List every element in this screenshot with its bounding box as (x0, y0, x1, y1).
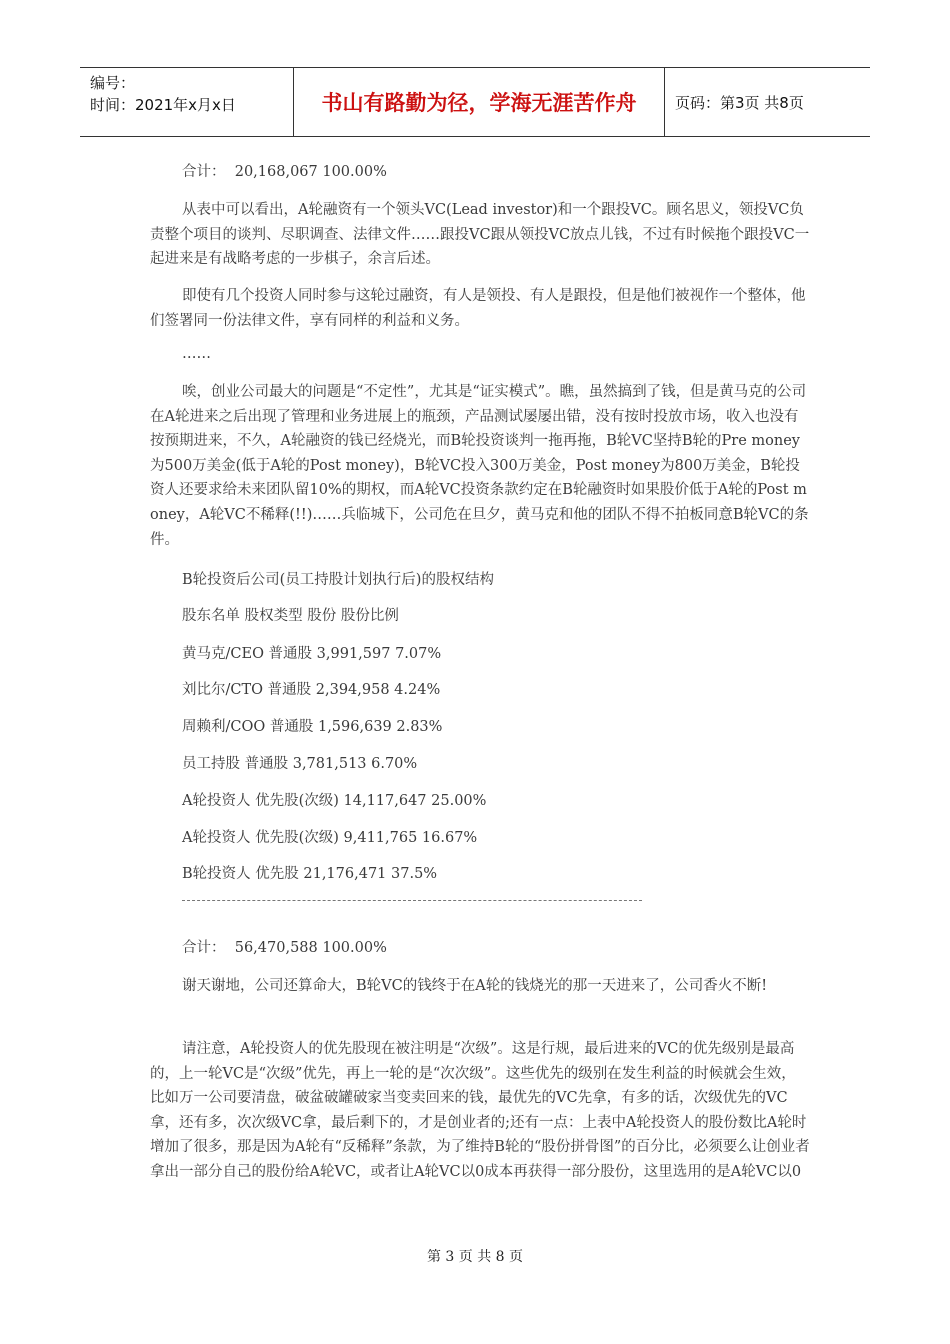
ellipsis-line: …… (182, 346, 211, 362)
header-page-number: 页码：第3页 共8页 (675, 93, 804, 112)
paragraph-4: 谢天谢地，公司还算命大，B轮VC的钱终于在A轮的钱烧光的那一天进来了，公司香火不断! (182, 978, 768, 994)
table-row: 周赖利/COO 普通股 1,596,639 2.83% (182, 719, 443, 735)
page-footer: 第 3 页 共 8 页 (426, 1249, 524, 1265)
table-row: 员工持股 普通股 3,781,513 6.70% (182, 756, 418, 772)
number-label: 编号： (90, 74, 136, 92)
header-meta (80, 68, 294, 136)
paragraph-5: 请注意，A轮投资人的优先股现在被注明是“次级”。这是行规，最后进来的VC的优先级别是最高的，上一轮VC是“次级”优先，再上一轮的是“次次级”。这些优先的级别在发生利益的时候就会生效，比如万一公司要清盘，破盆破罐破家当变卖回来的钱，最优先的VC先拿，有多的话，次级优先的VC拿，还有多，次次级VC拿，最后剩下的，才是创业者的;还有一点：上表中A轮投资人的股份数比A轮时增加了很多，那是因为A轮有“反稀释”条款，为了维持B轮的“股份拼骨图”的百分比，必须要么让创业者拿出一部分自己的股份给A轮VC，或者让A轮VC以0成本再获得一部分股份，这里选用的是A轮VC以0 (150, 1041, 810, 1180)
dashed-divider (182, 900, 642, 901)
header-motto: 书山有路勤为径，学海无涯苦作舟 (294, 68, 665, 136)
paragraph-3: 唉，创业公司最大的问题是“不定性”，尤其是“证实模式”。瞧，虽然搞到了钱，但是黄马克的公司在A轮进来之后出现了管理和业务进展上的瓶颈，产品测试屡屡出错，没有按时投放市场，收入也没有按预期进来，不久，A轮融资的钱已经烧光，而B轮投资谈判一拖再拖，B轮VC坚持B轮的Pre money为500万美金(低于A轮的Post money)，B轮VC投入300万美金，Post money为800万美金，B轮投资人还要求给未来团队留10%的期权，而A轮VC投资条款约定在B轮融资时如果股价低于A轮的Post money，A轮VC不稀释(!!)……兵临城下，公司危在旦夕，黄马克和他的团队不得不拍板同意B轮VC的条件。 (150, 384, 809, 548)
date-label: 时间：2021年x月x日 (90, 96, 236, 114)
total-line-1: 合计： 20,168,067 100.00% (182, 164, 387, 180)
page-header (80, 67, 870, 137)
table-title: B轮投资后公司(员工持股计划执行后)的股权结构 (182, 572, 494, 588)
paragraph-1: 从表中可以看出，A轮融资有一个领头VC(Lead investor)和一个跟投VC。顾名思义，领投VC负责整个项目的谈判、尽职调查、法律文件……跟投VC跟从领投VC放点儿钱，不过有时候拖个跟投VC一起进来是有战略考虑的一步棋子，余言后述。 (150, 202, 810, 268)
paragraph-2: 即使有几个投资人同时参与这轮过融资，有人是领投、有人是跟投，但是他们被视作一个整体，他们签署同一份法律文件，享有同样的利益和义务。 (150, 288, 806, 329)
table-row: 刘比尔/CTO 普通股 2,394,958 4.24% (182, 682, 441, 698)
table-row: A轮投资人 优先股(次级) 9,411,765 16.67% (182, 830, 478, 846)
table-header: 股东名单 股权类型 股份 股份比例 (182, 608, 399, 624)
table-row: B轮投资人 优先股 21,176,471 37.5% (182, 866, 438, 882)
total-line-2: 合计： 56,470,588 100.00% (182, 940, 387, 956)
table-row: 黄马克/CEO 普通股 3,991,597 7.07% (182, 646, 442, 662)
table-row: A轮投资人 优先股(次级) 14,117,647 25.00% (182, 793, 487, 809)
